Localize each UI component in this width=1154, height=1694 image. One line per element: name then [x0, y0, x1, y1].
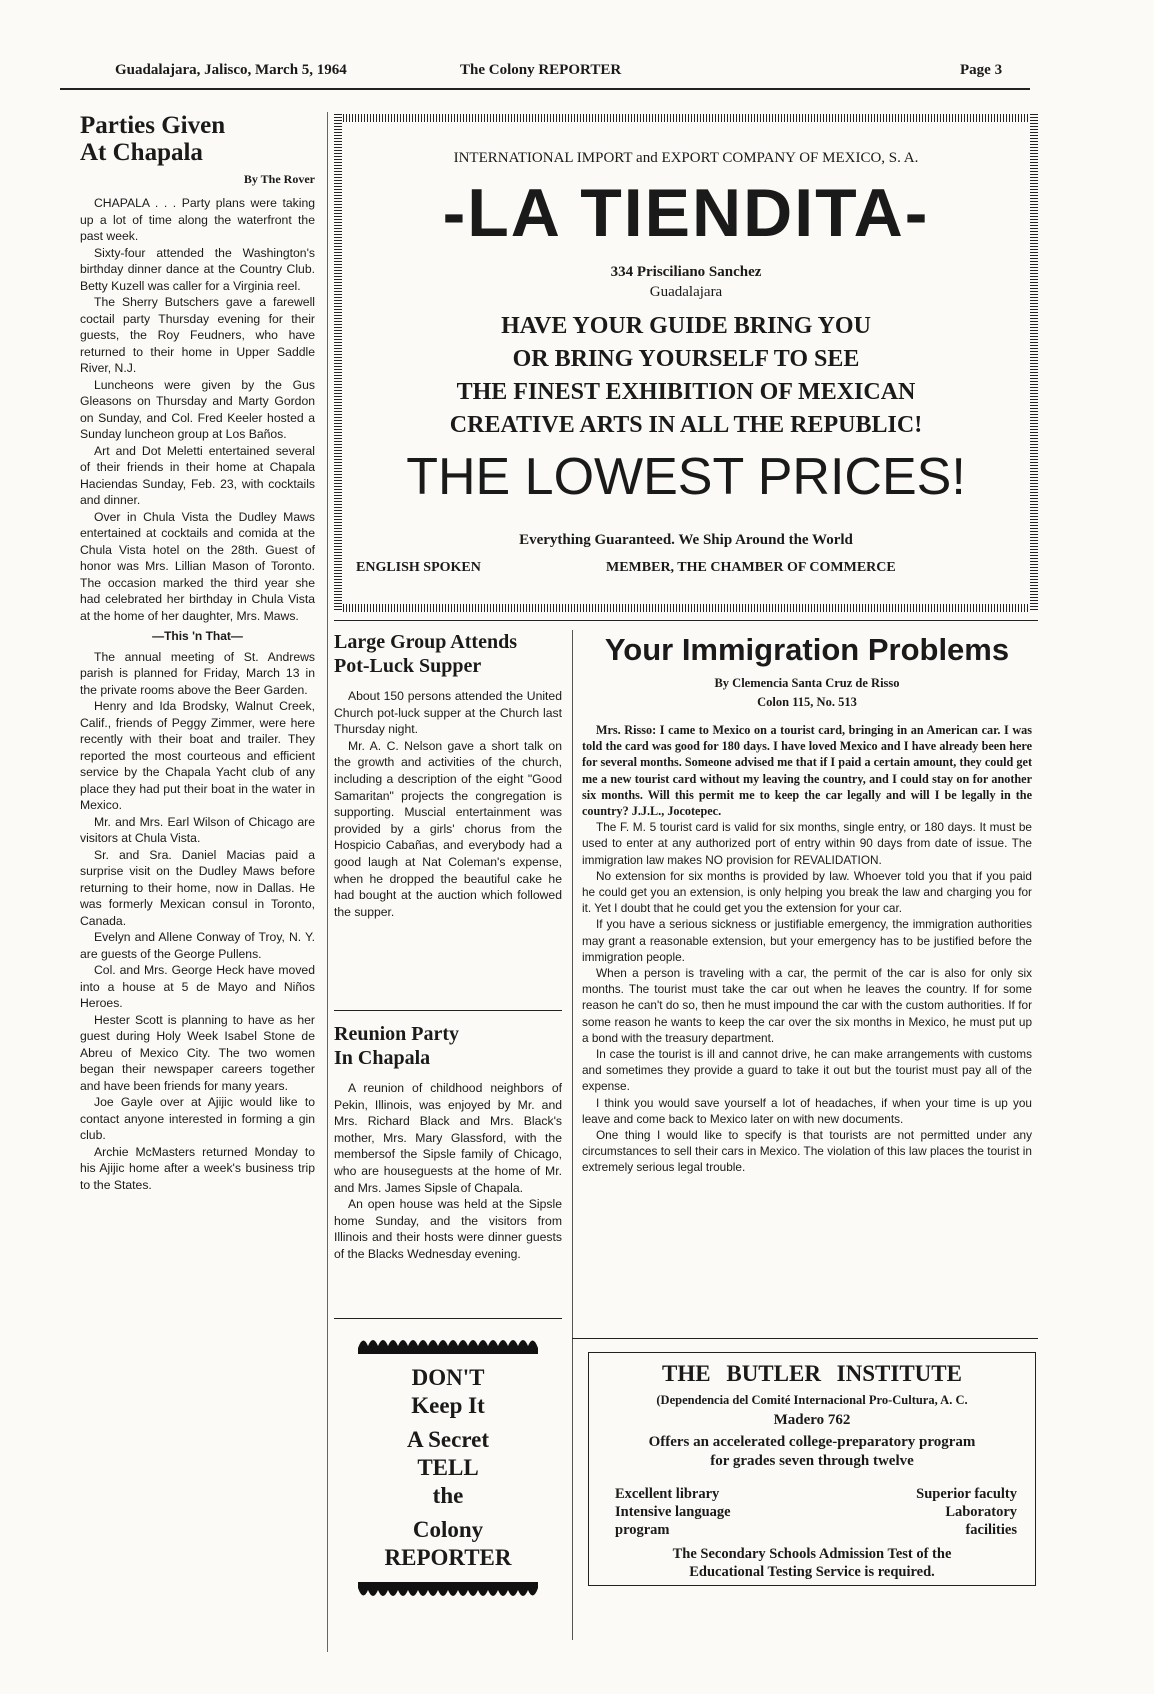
parties-byline: By The Rover	[243, 172, 315, 186]
parties-paragraph: The Sherry Butschers gave a farewell coctail party Thursday evening for their guests, the Roy Feudners, who have returned to their home in Upper Saddle River, N.J.	[80, 295, 315, 375]
dateline: Guadalajara, Jalisco, March 5, 1964	[115, 62, 347, 78]
parties-title-line2: At Chapala	[80, 139, 203, 166]
reunion-paragraph: A reunion of childhood neighbors of Pekin, Illinois, was enjoyed by Mr. and Mrs. Richard Black and Mrs. Black's mother, Mrs. Mary Glassford, with the membersof the Sipsle family of Chicago, who are houseguests at the home of Mr. and Mrs. James Sipsle of Chapala.	[334, 1081, 562, 1195]
secret-line: Colony	[412, 1517, 484, 1542]
parties-paragraph: Over in Chula Vista the Dudley Maws entertained at cocktails and comida at the Chula Vista hotel on the 28th. Guest of honor was Mrs. Lillian Mason of Toronto. The occasion marked the third year she had celebrated her birthday in Chula Vista at the home of her daughter, Mrs. Maws.	[80, 509, 315, 623]
header-rule	[60, 88, 1030, 90]
parties-paragraph: Mr. and Mrs. Earl Wilson of Chicago are visitors at Chula Vista.	[80, 814, 315, 845]
butler-offer-line: for grades seven through twelve	[710, 1453, 914, 1469]
butler-offer	[589, 1433, 1035, 1471]
butler-feature: program	[615, 1522, 670, 1538]
butler-address: Madero 762	[773, 1412, 851, 1428]
parties-paragraph: Art and Dot Meletti entertained several of their friends in their home at Chapala Haciendas Sunday, Feb. 23, with cocktails and dinner.	[80, 443, 315, 507]
column-divider	[327, 112, 328, 1652]
potluck-paragraph: Mr. A. C. Nelson gave a short talk on the growth and activities of the church, including a description of the eight "Good Samaritan" projects the congregation is supporting. Muscial entertainment was provided by a girls' chorus from the Hospicio Cabañas, and everybody had a good laugh at Nat Coleman's expense, when he dropped the beautiful cake he had bought at the auction which followed the supper.	[334, 738, 562, 919]
page-number: Page 3	[960, 62, 1003, 78]
reunion-title-line2: In Chapala	[334, 1047, 431, 1069]
parties-article	[80, 112, 315, 1193]
reader-question: Mrs. Risso: I came to Mexico on a tourist card, bringing in an American car. I was told the card was good for 180 days. I have loved Mexico and I have already been here for several months. Someone advised me that if I paid a certain amount, they could get me a new tourist card without my leaving the country, and I could stay on for another six months. Will this permit me to keep the car legally and will I be legally in the country? J.J.L., Jocotepec.	[582, 723, 1032, 819]
ad-border-bottom	[334, 604, 1038, 612]
potluck-article	[334, 630, 562, 920]
butler-title: THE BUTLER INSTITUTE	[662, 1361, 962, 1386]
parties-paragraph: Col. and Mrs. George Heck have moved into a house at 5 de Mayo and Niños Heroes.	[80, 963, 315, 1010]
secret-line: the	[432, 1483, 464, 1508]
parties-paragraph: Hester Scott is planning to have as her guest during Holy Week Isabel Stone de Abreu of Mexico City. The two women began their newspaper careers together and have been friends for many years.	[80, 1012, 315, 1093]
parties-paragraph: Archie McMasters returned Monday to his Ajijic home after a week's business trip to the States.	[80, 1144, 315, 1192]
immigration-address: Colon 115, No. 513	[757, 695, 857, 709]
potluck-title-line2: Pot-Luck Supper	[334, 655, 482, 677]
colony-reporter-ad	[334, 1330, 562, 1630]
ad-english-spoken: ENGLISH SPOKEN	[356, 560, 481, 575]
immigration-article	[582, 632, 1032, 1176]
ad-border-top	[334, 114, 1038, 122]
secret-line: REPORTER	[384, 1545, 512, 1570]
butler-footer-line: The Secondary Schools Admission Test of the	[672, 1546, 952, 1562]
this-n-that-subhead: —This 'n That—	[152, 629, 243, 643]
ad-lowest-prices: THE LOWEST PRICES!	[406, 448, 966, 506]
parties-title-line1: Parties Given	[80, 112, 226, 139]
immigration-paragraph: I think you would save yourself a lot of headaches, if when your time is up you leave and come back to Mexico later on with new documents.	[582, 1095, 1032, 1126]
reunion-paragraph: An open house was held at the Sipsle home Sunday, and the visitors from Illinois and their hosts were dinner guests of the Blacks Wednesday evening.	[334, 1197, 562, 1261]
immigration-paragraph: The F. M. 5 tourist card is valid for six months, single entry, or 180 days. It must be used to enter at any authorized port of entry within 90 days from date of issue. The immigration law makes NO provision for REVALIDATION.	[582, 820, 1032, 867]
reunion-title-line1: Reunion Party	[334, 1023, 459, 1045]
secret-line: Keep It	[411, 1393, 485, 1418]
ad-pitch-line: HAVE YOUR GUIDE BRING YOU	[501, 313, 871, 339]
ad-under-rule	[334, 620, 1038, 621]
parties-paragraph: Evelyn and Allene Conway of Troy, N. Y. are guests of the George Pullens.	[80, 930, 315, 961]
immigration-title: Your Immigration Problems	[604, 632, 1010, 667]
immigration-paragraph: No extension for six months is provided by law. Whoever told you that if you paid he could get you an extension, is only helping you break the law and charging you for it. Yet I doubt that he could get you the extension for your car.	[582, 868, 1032, 916]
secret-line: TELL	[417, 1455, 479, 1480]
parties-paragraph: Luncheons were given by the Gus Gleasons on Thursday and Marty Gordon on Sunday, and Col. Fred Keeler hosted a Sunday luncheon group at Los Baños.	[80, 377, 315, 441]
ad-pitch	[334, 310, 1038, 442]
immigration-byline: By Clemencia Santa Cruz de Risso	[714, 676, 900, 690]
butler-footer-line: Educational Testing Service is required.	[689, 1564, 935, 1580]
parties-paragraph: The annual meeting of St. Andrews parish is planned for Friday, March 13 in the private rooms above the Beer Garden.	[80, 649, 315, 697]
butler-offer-line: Offers an accelerated college-preparatory program	[648, 1434, 976, 1450]
butler-features-right	[916, 1485, 1017, 1539]
butler-footer	[589, 1545, 1035, 1581]
ad-store-name: -LA TIENDITA-	[442, 175, 930, 251]
immigration-paragraph: If you have a serious sickness or justifiable emergency, the immigration authorities may grant a reasonable extension, but your emergency has to be justified before the immigration people.	[582, 917, 1032, 964]
parties-paragraph: Sixty-four attended the Washington's birthday dinner dance at the Country Club. Betty Kuzell was caller for a Virginia reel.	[80, 245, 315, 293]
butler-feature: Superior faculty	[916, 1486, 1017, 1502]
immigration-paragraph: When a person is traveling with a car, the permit of the car is also for only six months. The tourist must take the car out when he leaves the country. If for some reason he can't do so, then he must impound the car with the custom authorities. If for some reason he wants to keep the car over the six months in Mexico, he must put up a bond with the treasury department.	[582, 966, 1032, 1045]
reunion-article	[334, 1022, 562, 1263]
parties-paragraph: Henry and Ida Brodsky, Walnut Creek, Calif., friends of Peggy Zimmer, were here recently with their boat and trailer. They reported the most courteous and efficient service by the Chapala Yacht club of any place they had put their boat in the water in Mexico.	[80, 699, 315, 812]
parties-paragraph: CHAPALA . . . Party plans were taking up a lot of time along the waterfront the past week.	[80, 196, 315, 243]
ad-chamber-member: MEMBER, THE CHAMBER OF COMMERCE	[606, 560, 896, 575]
parties-paragraph: Sr. and Sra. Daniel Macias paid a surprise visit on the Dudley Maws before returning to their home, now in Dallas. He was formerly Mexican consul in Toronto, Canada.	[80, 847, 315, 928]
ad-pitch-line: THE FINEST EXHIBITION OF MEXICAN	[456, 379, 916, 405]
butler-feature: Intensive language	[615, 1504, 731, 1520]
wave-ornament-top	[358, 1330, 538, 1354]
secret-line: A Secret	[407, 1427, 489, 1452]
column-rule	[334, 1318, 562, 1319]
butler-features-left	[615, 1485, 731, 1539]
butler-institute-ad	[588, 1352, 1036, 1586]
ad-address-city: Guadalajara	[649, 284, 723, 300]
la-tiendita-ad	[334, 114, 1038, 612]
potluck-paragraph: About 150 persons attended the United Church pot-luck supper at the Church last Thursday night.	[334, 689, 562, 737]
butler-feature: Laboratory	[945, 1504, 1017, 1520]
ad-pitch-line: CREATIVE ARTS IN ALL THE REPUBLIC!	[449, 412, 923, 438]
immigration-paragraph: In case the tourist is ill and cannot drive, he can make arrangements with customs and sometimes they provide a guard to take it out but the tourist must pay all of the expense.	[582, 1047, 1032, 1094]
butler-feature: Excellent library	[615, 1486, 720, 1502]
column-divider	[572, 630, 573, 1640]
secret-line: DON'T	[411, 1365, 485, 1390]
parties-paragraph: Joe Gayle over at Ajijic would like to contact anyone interested in forming a gin club.	[80, 1095, 315, 1142]
wave-ornament-bottom	[358, 1582, 538, 1606]
ad-pitch-line: OR BRING YOURSELF TO SEE	[512, 346, 860, 372]
butler-feature: facilities	[965, 1522, 1017, 1538]
column-rule	[334, 1010, 562, 1011]
column-rule	[572, 1338, 1038, 1339]
ad-guarantee: Everything Guaranteed. We Ship Around the World	[519, 532, 853, 548]
immigration-paragraph: One thing I would like to specify is that tourists are not permitted under any circumstances to sell their cars in Mexico. The violation of this law places the tourist in extremely serious legal trouble.	[582, 1128, 1032, 1175]
ad-company: INTERNATIONAL IMPORT and EXPORT COMPANY OF MEXICO, S. A.	[453, 150, 919, 166]
potluck-title-line1: Large Group Attends	[334, 631, 517, 653]
paper-name: The Colony REPORTER	[460, 62, 622, 78]
ad-address-street: 334 Prisciliano Sanchez	[610, 264, 762, 280]
butler-subtitle: (Dependencia del Comité Internacional Pro-Cultura, A. C.	[656, 1393, 968, 1407]
